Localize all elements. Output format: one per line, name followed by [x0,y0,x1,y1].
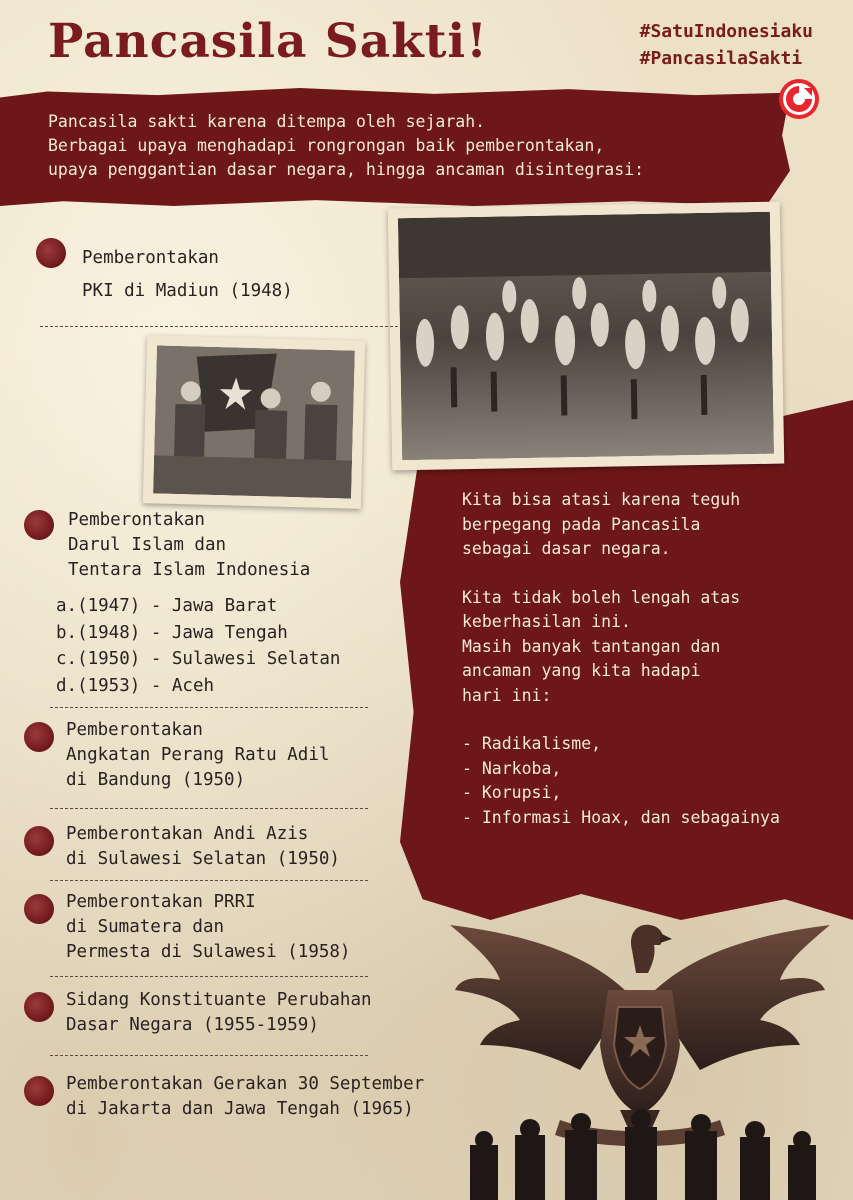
message-line: hari ini: [462,685,552,705]
event-line: Angkatan Perang Ratu Adil [66,745,330,765]
event-line: Pemberontakan Gerakan 30 September [66,1074,425,1094]
message-line: Masih banyak tantangan dan [462,636,721,656]
intro-line: upaya penggantian dasar negara, hingga ancaman disintegrasi: [48,160,645,179]
event-line: di Sulawesi Selatan (1950) [66,849,340,869]
meeting-photo-image [153,345,355,498]
message-line: Kita tidak boleh lengah atas [462,587,741,607]
message-line: ancaman yang kita hadapi [462,661,701,680]
message-line: Kita bisa atasi karena teguh [462,490,741,509]
divider [50,880,368,881]
intro-line: Berbagai upaya menghadapi rongrongan baik pemberontakan, [48,136,605,155]
intro-line: Pancasila sakti karena ditempa oleh sejarah. [48,112,486,131]
message-line: keberhasilan ini. [462,612,631,631]
event-pki-madiun [82,242,293,308]
message-line: sebagai dasar negara. [462,539,671,558]
historical-photo-meeting [143,335,365,509]
challenge-item: - Korupsi, [462,783,562,802]
event-line: Pemberontakan [66,720,203,740]
event-darul-islam [68,508,310,583]
historical-photo-crowd [388,202,785,471]
challenge-item: - Radikalisme, [462,734,602,753]
divider [50,976,368,977]
divider [50,707,368,708]
challenge-item: - Narkoba, [462,758,562,778]
event-line: Dasar Negara (1955-1959) [66,1015,319,1035]
event-line: Pemberontakan [68,510,205,530]
intro-text [48,110,788,182]
event-line: Darul Islam dan [68,535,227,555]
event-line: Pemberontakan PRRI [66,892,256,912]
bullet-dot-icon [24,992,54,1022]
event-line: Pemberontakan Andi Azis [66,824,309,844]
garuda-statue-illustration [440,895,840,1200]
hashtag-satu-indonesiaku[interactable]: #SatuIndonesiaku [639,21,813,42]
challenge-item: - Informasi Hoax, dan sebagainya [462,807,780,827]
bullet-dot-icon [24,826,54,856]
divider [50,808,368,809]
event-konstituante [66,988,372,1038]
event-darul-islam-regions [56,593,340,699]
event-line: di Bandung (1950) [66,770,246,790]
event-g30s [66,1072,424,1122]
hashtags [640,18,813,72]
event-prri-permesta [66,890,350,965]
message-text [462,488,842,830]
event-apra [66,718,329,793]
region-item: d.(1953) - Aceh [56,675,215,696]
crowd-photo-image [398,212,774,460]
bullet-dot-icon [24,722,54,752]
bullet-dot-icon [24,894,54,924]
bullet-dot-icon [36,238,66,268]
event-line: di Sumatera dan [66,917,225,937]
region-item: c.(1950) - Sulawesi Selatan [56,649,341,669]
event-line: di Jakarta dan Jawa Tengah (1965) [66,1099,414,1119]
event-line: Permesta di Sulawesi (1958) [66,942,351,962]
bullet-dot-icon [24,510,54,540]
hashtag-pancasila-sakti[interactable]: #PancasilaSakti [639,48,803,69]
region-item: b.(1948) - Jawa Tengah [56,622,288,643]
divider [40,326,418,327]
page-title: Pancasila Sakti! [48,14,488,69]
event-line: Tentara Islam Indonesia [68,560,311,580]
event-line: PKI di Madiun (1948) [82,281,293,301]
divider [50,1055,368,1056]
message-line: berpegang pada Pancasila [462,514,701,534]
event-andi-azis [66,822,340,872]
event-line: Pemberontakan [82,248,219,268]
event-line: Sidang Konstituante Perubahan [66,990,372,1010]
bullet-dot-icon [24,1076,54,1106]
region-item: a.(1947) - Jawa Barat [56,596,278,616]
